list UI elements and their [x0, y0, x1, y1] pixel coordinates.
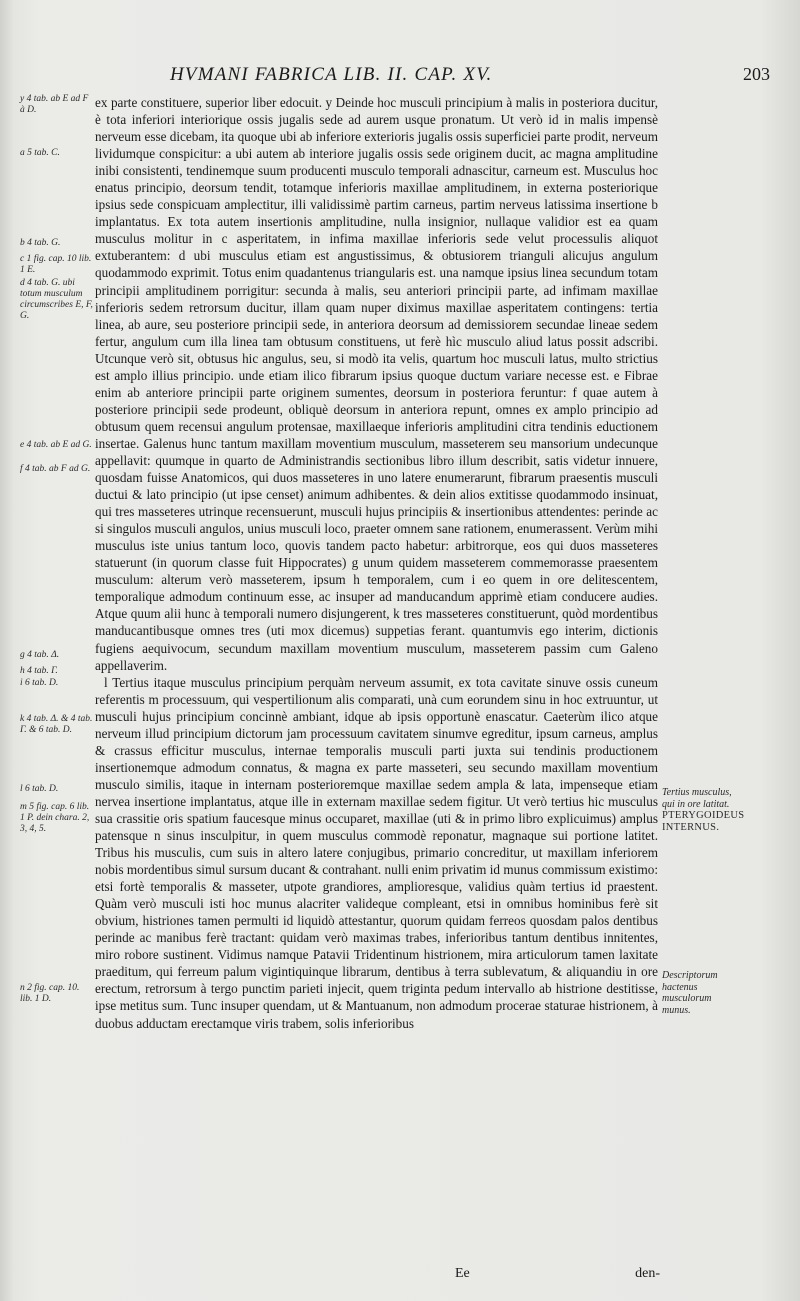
- margin-note-left: h 4 tab. Γ.: [20, 666, 58, 676]
- margin-note-right: [662, 787, 745, 833]
- margin-note-gloss: Descriptorum hactenus musculorum munus.: [662, 970, 718, 1016]
- margin-note-left: l 6 tab. D.: [20, 784, 59, 794]
- running-title: HVMANI FABRICA LIB. II. CAP. XV.: [170, 64, 493, 85]
- margin-note-gloss: Tertius musculus, qui in ore latitat.: [662, 787, 732, 810]
- margin-note-left: b 4 tab. G.: [20, 238, 61, 248]
- margin-note-muscle-name: PTERYGOIDEUS INTERNUS.: [662, 810, 745, 833]
- main-text: [95, 94, 658, 1032]
- catchword: den-: [635, 1266, 660, 1281]
- margin-note-left: i 6 tab. D.: [20, 678, 59, 688]
- margin-note-left: g 4 tab. Δ.: [20, 650, 60, 660]
- margin-note-left: d 4 tab. G. ubi totum musculum circumscribes E, F, G.: [20, 278, 93, 321]
- margin-note-left: a 5 tab. C.: [20, 148, 60, 158]
- running-header: [170, 64, 770, 90]
- margin-note-left: y 4 tab. ab E ad F à D.: [20, 94, 89, 115]
- paragraph: ex parte constituere, superior liber edocuit. y Deinde hoc musculi principium à malis in posteriora ducitur, è tota inferiori interiorique ossis jugalis sede ad aurem usque pronatum. Ut verò id in malis impensè nerveum esse dicebam, ita quoque ubi ab inferiore exterioris jugalis ossis superficiei parte prodit, nerveum lividumque conspicitur: a ubi autem ab interiore jugalis ossis sede originem ducit, ac magna amplitudine inibi consistenti, tendinemque suum producenti musculo temporali adnascitur, carneum est. Musculus hoc enatus principio, deorsum tendit, totamque inferioris maxillae amplitudinem, in externa posteriorique ipsius sede conspicuam amplectitur, illi validissimè partim carneus, partim nerveus latissima insertione b implantatus. Ex tota autem insertionis amplitudine, nulla insignior, nullaque validior est ea quam musculus molitur in c asperitatem, in infima maxillae inferioris sede velut processulis aliquot extuberantem: d ubi musculus etiam est angustissimus, & obtusiorem trianguli alicujus angulum quodammodo exprimit. Totus enim quadantenus triangularis est. una namque ipsius linea secundum totam principii amplitudinem porrigitur: secunda à malis, seu anteriori principii parte, ad infimam maxillae inferioris sedem retrorsum ducitur, illam quam nuper diximus maxillae asperitatem contingens: tertia linea, ab aure, seu posteriore principii sede, in anteriora deorsum ad demissiorem secundae lineae sedem fertur, angulum cum illa linea tam obtusum constituens, ut ferè hìc musculo aliud latus possit adscribi. Utcunque verò sit, obtusus hic angulus, seu, si modò ita velis, quartum hoc musculi latus, multo strictius est amplo illius principio. unde etiam ilico fibrarum ipsius quoque ductum variare necesse est. e Fibrae enim ab anteriore principii parte originem sumentes, deorsum in posteriora feruntur: f quae autem à posteriore principii sede prodeunt, obliquè deorsum in anteriora repunt, omnes ex amplo principio ad obtusum quem recensui angulum protensae, maxillaeque inferioris amplitudini citra tendinis eductionem insertae. Galenus hunc tantum maxillam moventium musculum, masseterem seu mansorium undecunque appellavit: quumque in quarto de Administrandis sectionibus libro illum describit, satis videtur innuere, quosdam fuisse Anatomicos, qui duos masseteres in uno latere enumerarunt, fibrarum praesentis musculi ductui & lato principio (ut ipse censet) animum adhibentes. & dein alios extitisse quodammodo insinuat, qui tres masseteres utrinque recensuerunt, musculi hujus principiis & insertionibus attendentes: perinde ac si singulos musculi angulos, unius musculi loco, praeter omnem sane rationem, enumerassent. Verùm mihi musculus iste unius tantum loco, quovis tandem pacto habetur: arbitrorque, eos qui duos masseteres statuerunt (in quorum classe fuit Hippocrates) g unum quidem masseterem commemorasse praesentem musculum: alterum verò masseterem, ipsum h temporalem, cum i eo quem in ore delitescentem, temporalique admodum continuum esse, ac insuper ad manducandum apprimè etiam conducere audies. Atque quum alii hunc à temporali numero disjungerent, k tres masseteres constituerunt, quòd mordentibus manducantibusque omnes tres (uti mox dicemus) suppetias ferant. quantumvis ego interim, dictionis fugiens aequivocum, secundum maxillam moventium musculum, masseterem passim cum Galeno appellaverim.: [95, 95, 658, 673]
- margin-note-left: f 4 tab. ab F ad G.: [20, 464, 91, 474]
- paragraph: l Tertius itaque musculus principium perquàm nerveum assumit, ex tota cavitate sinuve ossis cuneum referentis m processuum, qui vespertilionum alis comparati, unà cum eorundem sinu in hoc extruuntur, ut musculi hujus principium concinnè ambiant, idque ab ipsis opportunè enascatur. Caeterùm ilico atque nerveum illud principium dictorum jam processuum cavitatem sinumve egreditur, ipsum carneus, amplus & crassus efficitur musculus, internae temporalis musculi parti juxta sui tendinis productionem insertionemque admodum connatus, & magna ex parte masseteri, seu secundo maxillam moventium musculo similis, itaque in internam posterioremque maxillae sedem ampla & lata, impenseque etiam nervea insertione implantatus, atque ille in externam maxillae sedem figitur. Ut verò tertius hic musculus sua crassitie oris spatium faucesque minus occuparet, maxillae (uti & in primo libro explicuimus) amplus patensque n sinus insculpitur, in quem musculus commodè reponatur, magnaque sui portione latitet. Tribus his musculis, cum suis in altero latere conjugibus, primario concreditur, ut maxillam inferiorem nobis mordentibus simul sursum ducant & contrahant. nulli enim privatim id munus commissum existimo: etsi fortè temporalis & masseter, utpote grandiores, amplioresque, validius quàm tertius id praestent. Quàm verò musculi isti hoc munus alacriter valideque compleant, etsi in omnibus hominibus ferè sit obvium, histriones tamen permulti id liquidò attestantur, quorum quidam ferreos quosdam palos dentibus perinde ac manibus ferè tractant: quidam verò maximas trabes, inferioribus tantum dentibus innitentes, miro robore sustinent. Vidimus namque Patavii Tridentinum histrionem, mira articulorum tamen laxitate praeditum, qui ferreum palum vigintiquinque librarum, dentibus à terra sublevatum, & aliquandiu in ore erectum, retrorsum à tergo punctim parieti injecit, quem triginta pedum intervallo ab histrione destitisse, ipse metitus sum. Tunc insuper quendam, ut & Mantuanum, non admodum procerae staturae histrionem, à duobus adductam erectamque viris trabem, solis inferioribus: [95, 674, 658, 1031]
- margin-note-left: k 4 tab. Δ. & 4 tab. Γ. & 6 tab. D.: [20, 714, 93, 735]
- margin-note-right: [662, 970, 732, 1016]
- margin-note-left: e 4 tab. ab E ad G.: [20, 440, 92, 450]
- signature-mark: Ee: [455, 1266, 470, 1281]
- margin-note-left: m 5 fig. cap. 6 lib. 1 P. dein chara. 2, 3, 4, 5.: [20, 802, 90, 834]
- margin-note-left: n 2 fig. cap. 10. lib. 1 D.: [20, 983, 80, 1004]
- page-number: 203: [743, 64, 770, 84]
- page-footer: [95, 1266, 658, 1286]
- margin-note-left: c 1 fig. cap. 10 lib. 1 E.: [20, 254, 92, 275]
